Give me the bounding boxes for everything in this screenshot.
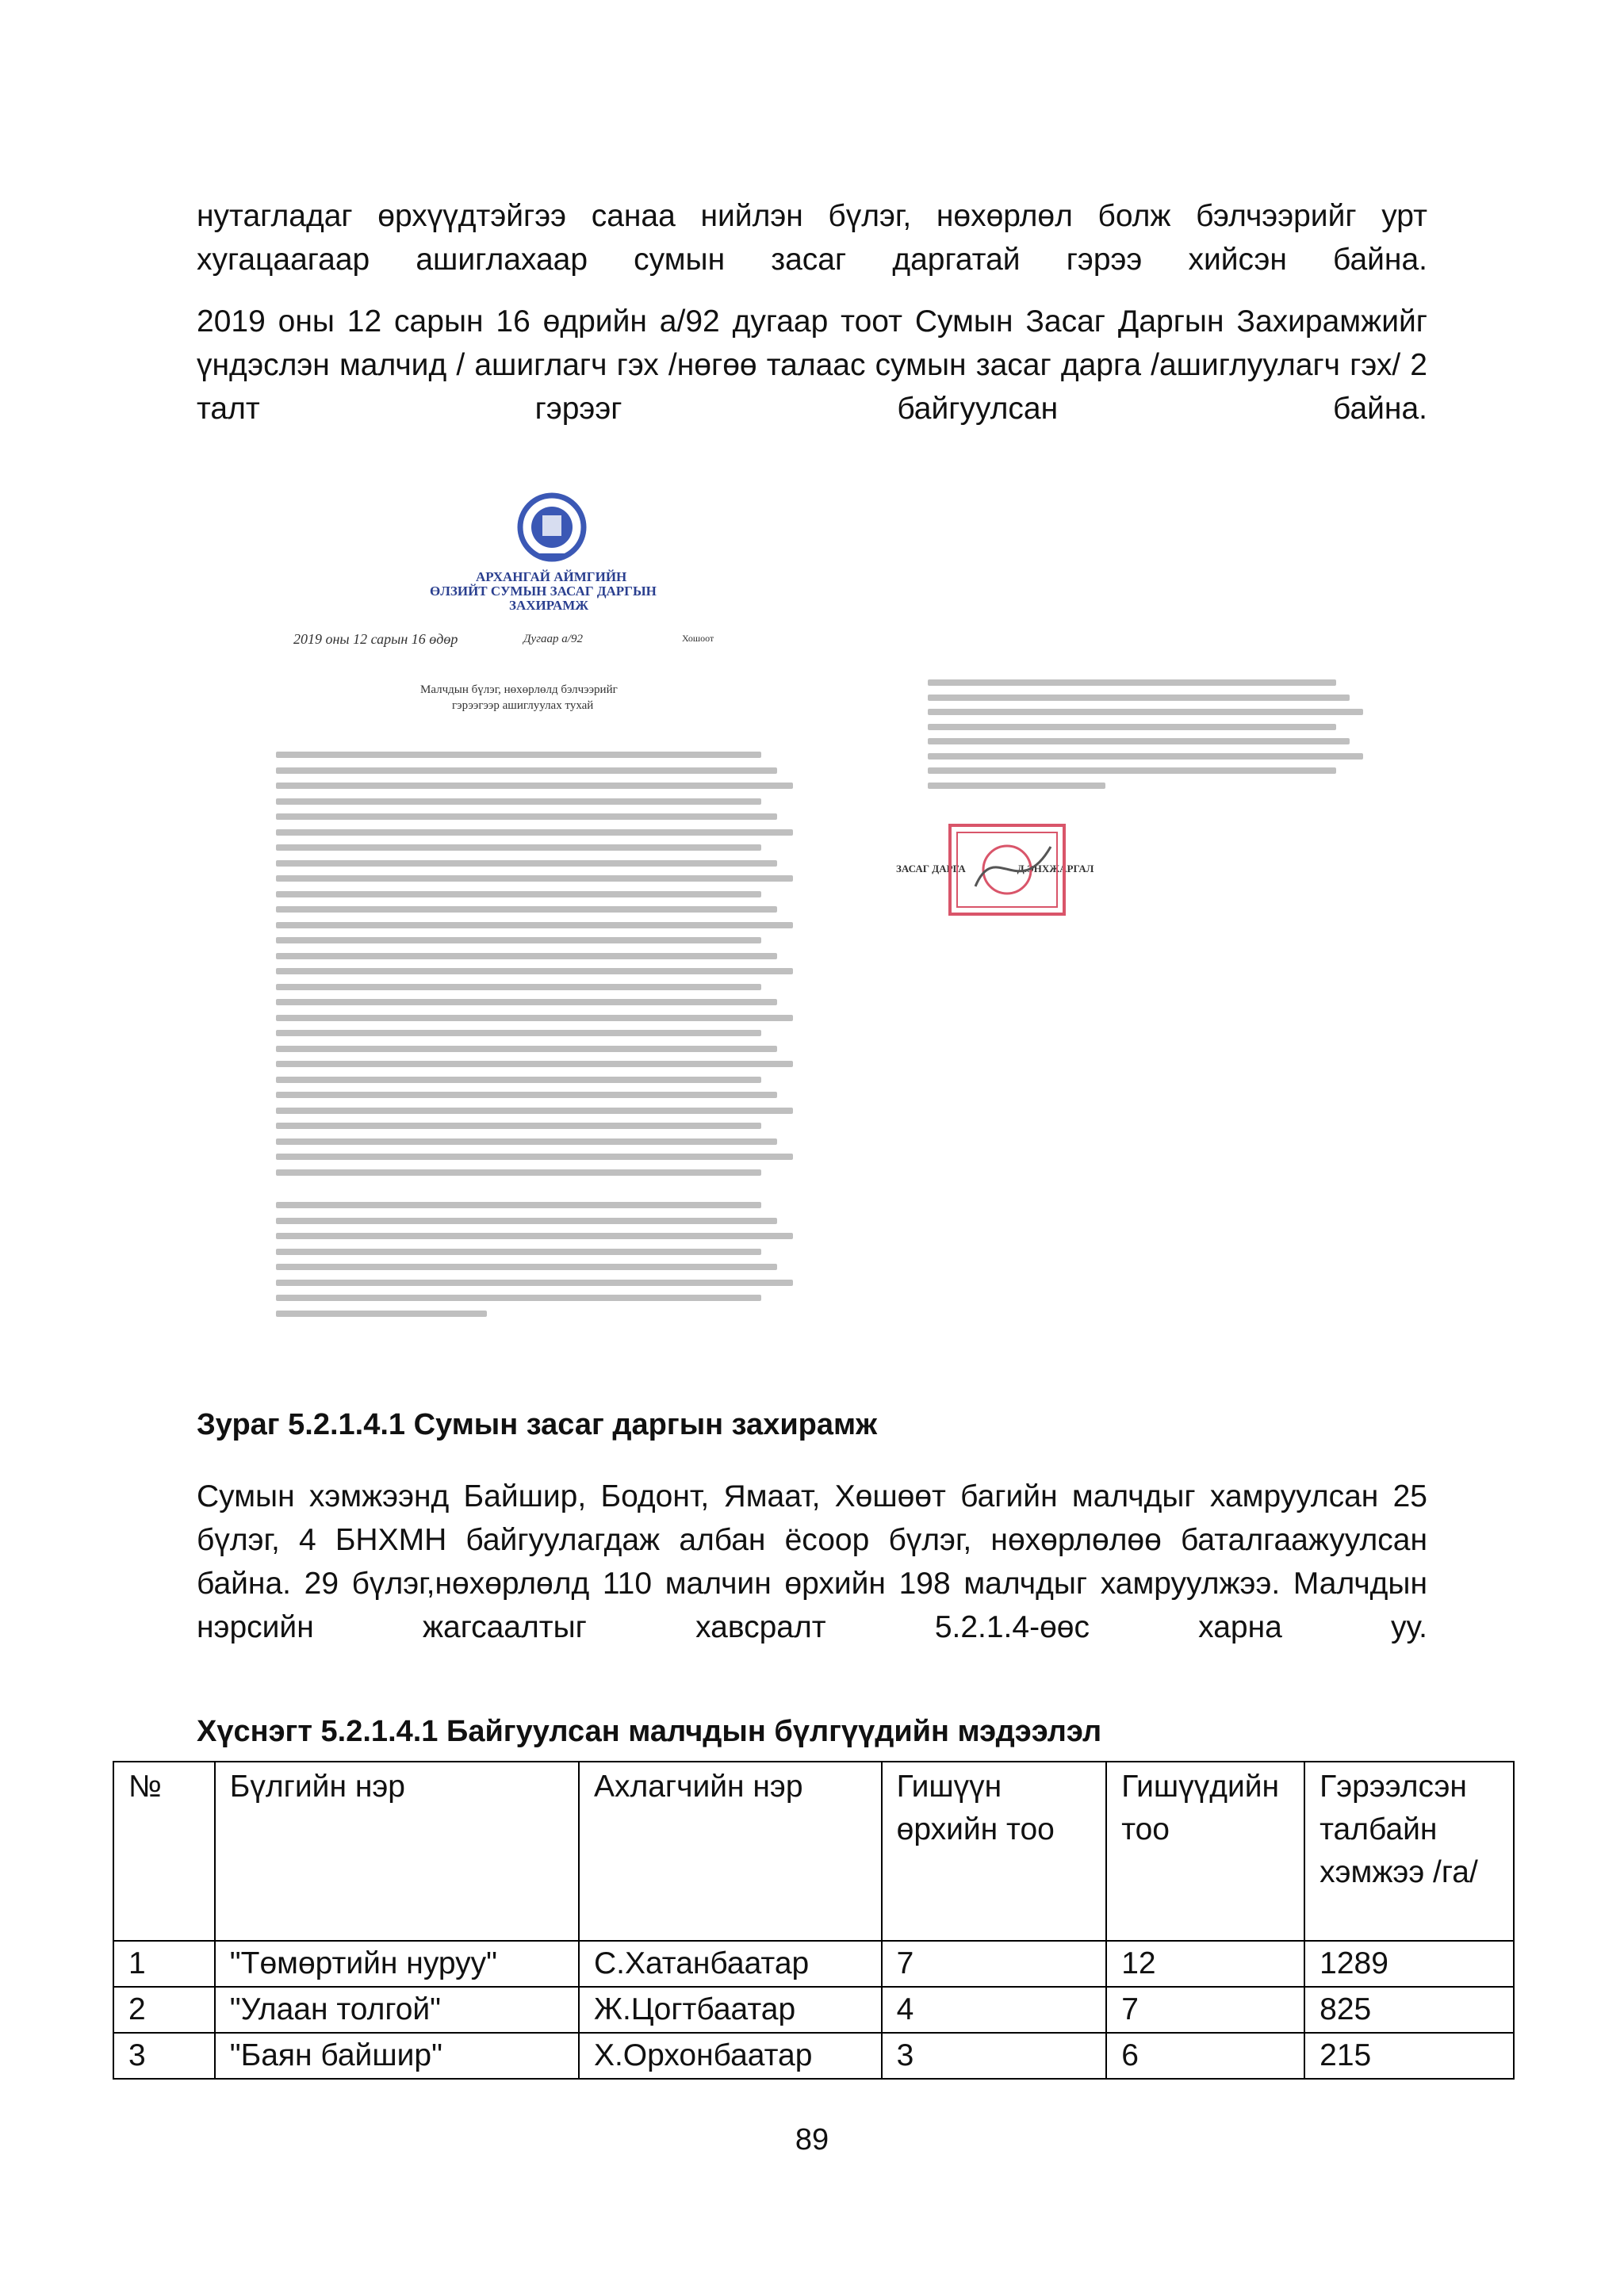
scan-text-line <box>276 875 793 882</box>
scan-text-line <box>276 1218 777 1224</box>
scan-text-line <box>928 709 1363 715</box>
scan-text-line <box>276 1092 777 1098</box>
table-cell: 7 <box>882 1941 1107 1987</box>
scan-text-line <box>928 783 1105 789</box>
page-number: 89 <box>795 2123 829 2156</box>
scan-text-line <box>276 968 793 974</box>
scan-text-line <box>276 1295 761 1301</box>
scan-text-line <box>276 829 793 836</box>
scan-text-line <box>276 767 777 774</box>
scan-text-line <box>276 984 761 990</box>
scan-signature-text: ЗАСАГ ДАРГА Д.ЭНХЖАРГАЛ <box>896 863 1094 874</box>
scan-text-line <box>276 999 777 1005</box>
scan-text-line <box>928 679 1336 686</box>
scan-text-line <box>276 1169 761 1176</box>
table-row <box>113 2033 1514 2079</box>
scan-text-line <box>276 1030 761 1036</box>
scan-org-line2: ӨЛЗИЙТ СУМЫН ЗАСАГ ДАРГЫН <box>430 584 657 599</box>
table-row <box>113 1987 1514 2033</box>
table-cell: 3 <box>882 2033 1107 2079</box>
scan-text-line <box>276 860 777 867</box>
scan-place: Хошоот <box>682 633 714 644</box>
decree-paragraph: 2019 оны 12 сарын 16 өдрийн а/92 дугаар тоот Сумын Засаг Даргын Захирамжийг үндэслэн малчид / ашиглагч гэх /нөгөө талаас сумын засаг дарга /ашиглуулагч гэх/ 2 талт гэрээг байгуулсан байна. <box>197 304 1427 426</box>
col-contract-area: Гэрээлсэн талбайн хэмжээ /га/ <box>1304 1762 1514 1941</box>
scan-text-line <box>276 1046 777 1052</box>
col-household-count: Гишүүн өрхийн тоо <box>882 1762 1107 1941</box>
scan-text-line <box>276 922 793 928</box>
col-leader-name: Ахлагчийн нэр <box>579 1762 882 1941</box>
scan-text-line <box>276 1108 793 1114</box>
scan-text-line <box>276 752 761 758</box>
scan-doc-type: ЗАХИРАМЖ <box>509 598 589 613</box>
table-cell: 4 <box>882 1987 1107 2033</box>
scan-text-line <box>276 783 793 789</box>
table-cell: 215 <box>1304 2033 1514 2079</box>
table-cell: 7 <box>1106 1987 1304 2033</box>
table-cell: Х.Орхонбаатар <box>579 2033 882 2079</box>
table-cell: 3 <box>113 2033 215 2079</box>
table-row <box>113 1941 1514 1987</box>
scan-text-line <box>276 1249 761 1255</box>
table-cell: "Баян байшир" <box>215 2033 579 2079</box>
figure-caption: Зураг 5.2.1.4.1 Сумын засаг даргын захирамж <box>197 1408 878 1441</box>
scan-org-line1: АРХАНГАЙ АЙМГИЙН <box>476 569 627 584</box>
table-cell: Ж.Цогтбаатар <box>579 1987 882 2033</box>
decree-scan-image <box>222 476 1427 1332</box>
col-group-name: Бүлгийн нэр <box>215 1762 579 1941</box>
intro-paragraph: нутагладаг өрхүүдтэйгээ санаа нийлэн бүлэг, нөхөрлөл болж бэлчээрийг урт хугацаагаар ашиглахаар сумын засаг даргатай гэрээ хийсэн байна. <box>197 199 1427 277</box>
table-cell: 2 <box>113 1987 215 2033</box>
table-cell: 1289 <box>1304 1941 1514 1987</box>
table-cell: 12 <box>1106 1941 1304 1987</box>
scan-text-line <box>276 953 777 959</box>
scan-text-line <box>276 1015 793 1021</box>
table-cell: "Төмөртийн нуруу" <box>215 1941 579 1987</box>
summary-paragraph: Сумын хэмжээнд Байшир, Бодонт, Ямаат, Хөшөөт багийн малчдыг хамруулсан 25 бүлэг, 4 БНХМН байгуулагдаж албан ёсоор бүлэг, нөхөрлөлөө баталгаажуулсан байна. 29 бүлэг,нөхөрлөлд 110 малчин өрхийн 198 малчдыг хамруулжээ. Малчдын нэрсийн жагсаалтыг хавсралт 5.2.1.4-өөс харна уу. <box>197 1479 1427 1644</box>
scan-text-line <box>928 738 1350 744</box>
scan-text-line <box>276 1233 793 1239</box>
scan-text-line <box>276 1061 793 1067</box>
col-member-count: Гишүүдийн тоо <box>1106 1762 1304 1941</box>
table-cell: "Улаан толгой" <box>215 1987 579 2033</box>
table-cell: С.Хатанбаатар <box>579 1941 882 1987</box>
scan-text-line <box>928 695 1350 701</box>
scan-text-line <box>276 1154 793 1160</box>
table-header-row <box>113 1762 1514 1941</box>
scan-text-line <box>276 906 777 913</box>
scan-text-line <box>928 724 1336 730</box>
scan-text-line <box>928 753 1363 760</box>
scan-text-line <box>276 1311 487 1317</box>
col-number: № <box>113 1762 215 1941</box>
table-cell: 825 <box>1304 1987 1514 2033</box>
scan-text-line <box>276 1280 793 1286</box>
scan-text-line <box>276 844 761 851</box>
scan-text-line <box>276 937 761 943</box>
official-stamp-icon <box>948 823 1067 916</box>
scan-number: Дугаар а/92 <box>523 633 583 645</box>
scan-text-line <box>276 1138 777 1145</box>
scan-text-line <box>276 1077 761 1083</box>
scan-text-line <box>276 1264 777 1270</box>
scan-text-line <box>276 798 761 805</box>
scan-text-line <box>928 767 1336 774</box>
state-emblem-icon <box>512 492 592 563</box>
scan-date: 2019 оны 12 сарын 16 өдөр <box>293 631 458 647</box>
table-caption: Хүснэгт 5.2.1.4.1 Байгуулсан малчдын бүлгүүдийн мэдээлэл <box>197 1715 1102 1748</box>
table-cell: 6 <box>1106 2033 1304 2079</box>
scan-text-line <box>276 813 777 820</box>
scan-subject-1: Малчдын бүлэг, нөхөрлөлд бэлчээрийг <box>420 683 618 696</box>
scan-subject-2: гэрээгээр ашиглуулах тухай <box>452 699 594 712</box>
table-cell: 1 <box>113 1941 215 1987</box>
herder-groups-table <box>113 1761 1515 2080</box>
scan-text-line <box>276 891 761 897</box>
scan-text-line <box>276 1202 761 1208</box>
scan-text-line <box>276 1123 761 1129</box>
